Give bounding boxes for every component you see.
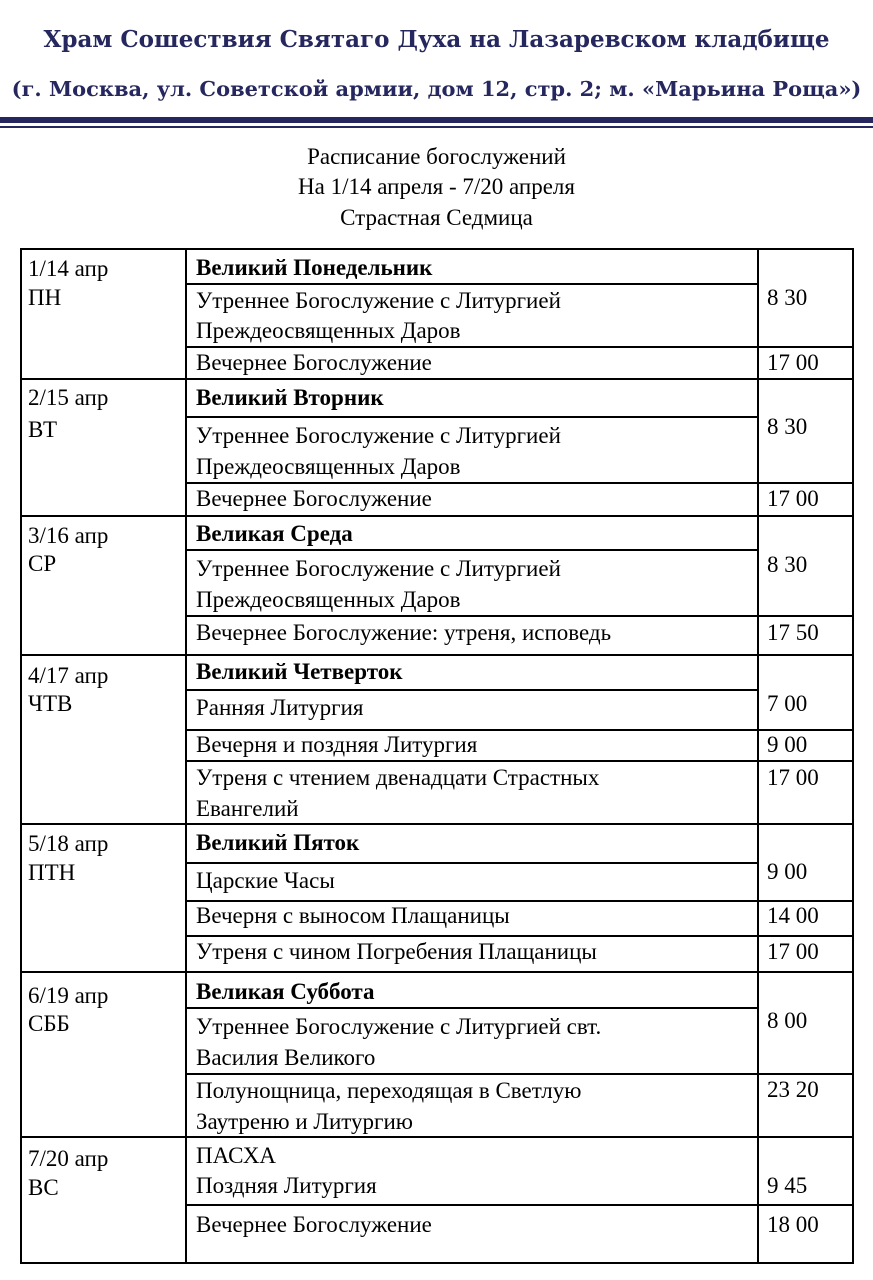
header-rule-thick xyxy=(0,117,873,123)
day-name: Великий Понедельник xyxy=(196,255,433,280)
service-text: Утреня с чином Погребения Плащаницы xyxy=(196,939,597,964)
service-text: Преждеосвященных Даров xyxy=(196,587,461,612)
table-border xyxy=(20,1262,854,1264)
service-text: Вечернее Богослужение xyxy=(196,486,432,511)
service-text: Василия Великого xyxy=(196,1045,376,1070)
service-text: Вечерня с выносом Плащаницы xyxy=(196,903,510,928)
day-divider xyxy=(20,823,854,825)
day-divider xyxy=(20,515,854,517)
day-weekday: ПТН xyxy=(28,860,76,885)
service-time: 9 45 xyxy=(767,1173,808,1198)
service-time: 9 00 xyxy=(767,859,808,884)
service-time: 14 00 xyxy=(767,903,819,928)
service-time: 8 30 xyxy=(767,552,808,577)
day-name: Великий Вторник xyxy=(196,385,384,410)
day-name: Великий Пяток xyxy=(196,830,360,855)
service-text: Утреня с чтением двенадцати Страстных xyxy=(196,765,600,790)
service-time: 8 30 xyxy=(767,414,808,439)
day-divider xyxy=(20,1136,854,1138)
service-time: 17 00 xyxy=(767,350,819,375)
day-date: 2/15 апр xyxy=(28,385,109,410)
service-text: Вечерня и поздняя Литургия xyxy=(196,732,478,757)
day-date: 5/18 апр xyxy=(28,831,109,856)
church-name: Храм Сошествия Святаго Духа на Лазаревском кладбище xyxy=(43,26,830,53)
service-text: Утреннее Богослужение с Литургией xyxy=(196,288,561,313)
schedule-period: На 1/14 апреля - 7/20 апреля xyxy=(298,174,575,199)
service-text: Преждеосвященных Даров xyxy=(196,318,461,343)
day-divider xyxy=(20,971,854,973)
column-divider xyxy=(757,248,759,1264)
service-time: 17 50 xyxy=(767,620,819,645)
church-address: (г. Москва, ул. Советской армии, дом 12, стр. 2; м. «Марьина Роща») xyxy=(11,76,862,101)
table-border xyxy=(852,248,854,1264)
row-divider xyxy=(185,1007,759,1009)
day-weekday: СББ xyxy=(28,1011,70,1036)
service-time: 9 00 xyxy=(767,732,808,757)
service-text: Вечернее Богослужение: утреня, исповедь xyxy=(196,620,612,645)
service-time: 17 00 xyxy=(767,486,819,511)
service-time: 17 00 xyxy=(767,939,819,964)
row-divider xyxy=(185,1204,854,1206)
schedule-week: Страстная Седмица xyxy=(340,205,533,230)
row-divider xyxy=(185,862,759,864)
service-time: 18 00 xyxy=(767,1212,819,1237)
service-text: Утреннее Богослужение с Литургией xyxy=(196,556,561,581)
service-time: 7 00 xyxy=(767,691,808,716)
service-text: Царские Часы xyxy=(196,868,335,893)
service-text: Евангелий xyxy=(196,796,299,821)
day-name: Великая Суббота xyxy=(196,979,375,1004)
day-divider xyxy=(20,378,854,380)
column-divider xyxy=(185,248,187,1264)
table-border xyxy=(20,248,854,250)
day-date: 4/17 апр xyxy=(28,663,109,688)
service-text: Заутреню и Литургию xyxy=(196,1109,413,1134)
schedule-title: Расписание богослужений xyxy=(307,144,566,169)
row-divider xyxy=(185,689,759,691)
service-text: Преждеосвященных Даров xyxy=(196,454,461,479)
service-time: 8 30 xyxy=(767,285,808,310)
day-date: 3/16 апр xyxy=(28,523,109,548)
header-rule-thin xyxy=(0,126,873,128)
day-weekday: ПН xyxy=(28,285,62,310)
day-name: ПАСХА xyxy=(196,1143,277,1168)
service-time: 8 00 xyxy=(767,1008,808,1033)
service-text: Вечернее Богослужение xyxy=(196,350,432,375)
table-border xyxy=(20,248,22,1264)
day-weekday: ВС xyxy=(28,1175,59,1200)
service-time: 23 20 xyxy=(767,1077,819,1102)
service-text: Вечернее Богослужение xyxy=(196,1212,432,1237)
row-divider xyxy=(185,416,759,418)
day-date: 6/19 апр xyxy=(28,983,109,1008)
day-divider xyxy=(20,654,854,656)
day-weekday: ВТ xyxy=(28,417,58,442)
day-name: Великая Среда xyxy=(196,521,353,546)
service-text: Полунощница, переходящая в Светлую xyxy=(196,1078,582,1103)
row-divider xyxy=(185,549,759,551)
day-weekday: ЧТВ xyxy=(28,691,73,716)
service-text: Утреннее Богослужение с Литургией свт. xyxy=(196,1014,602,1039)
day-weekday: СР xyxy=(28,551,57,576)
day-name: Великий Четверток xyxy=(196,659,403,684)
service-time: 17 00 xyxy=(767,765,819,790)
service-text: Поздняя Литургия xyxy=(196,1173,377,1198)
service-text: Ранняя Литургия xyxy=(196,695,364,720)
service-text: Утреннее Богослужение с Литургией xyxy=(196,423,561,448)
day-date: 1/14 апр xyxy=(28,256,109,281)
schedule-table xyxy=(20,248,854,1264)
day-date: 7/20 апр xyxy=(28,1146,109,1171)
